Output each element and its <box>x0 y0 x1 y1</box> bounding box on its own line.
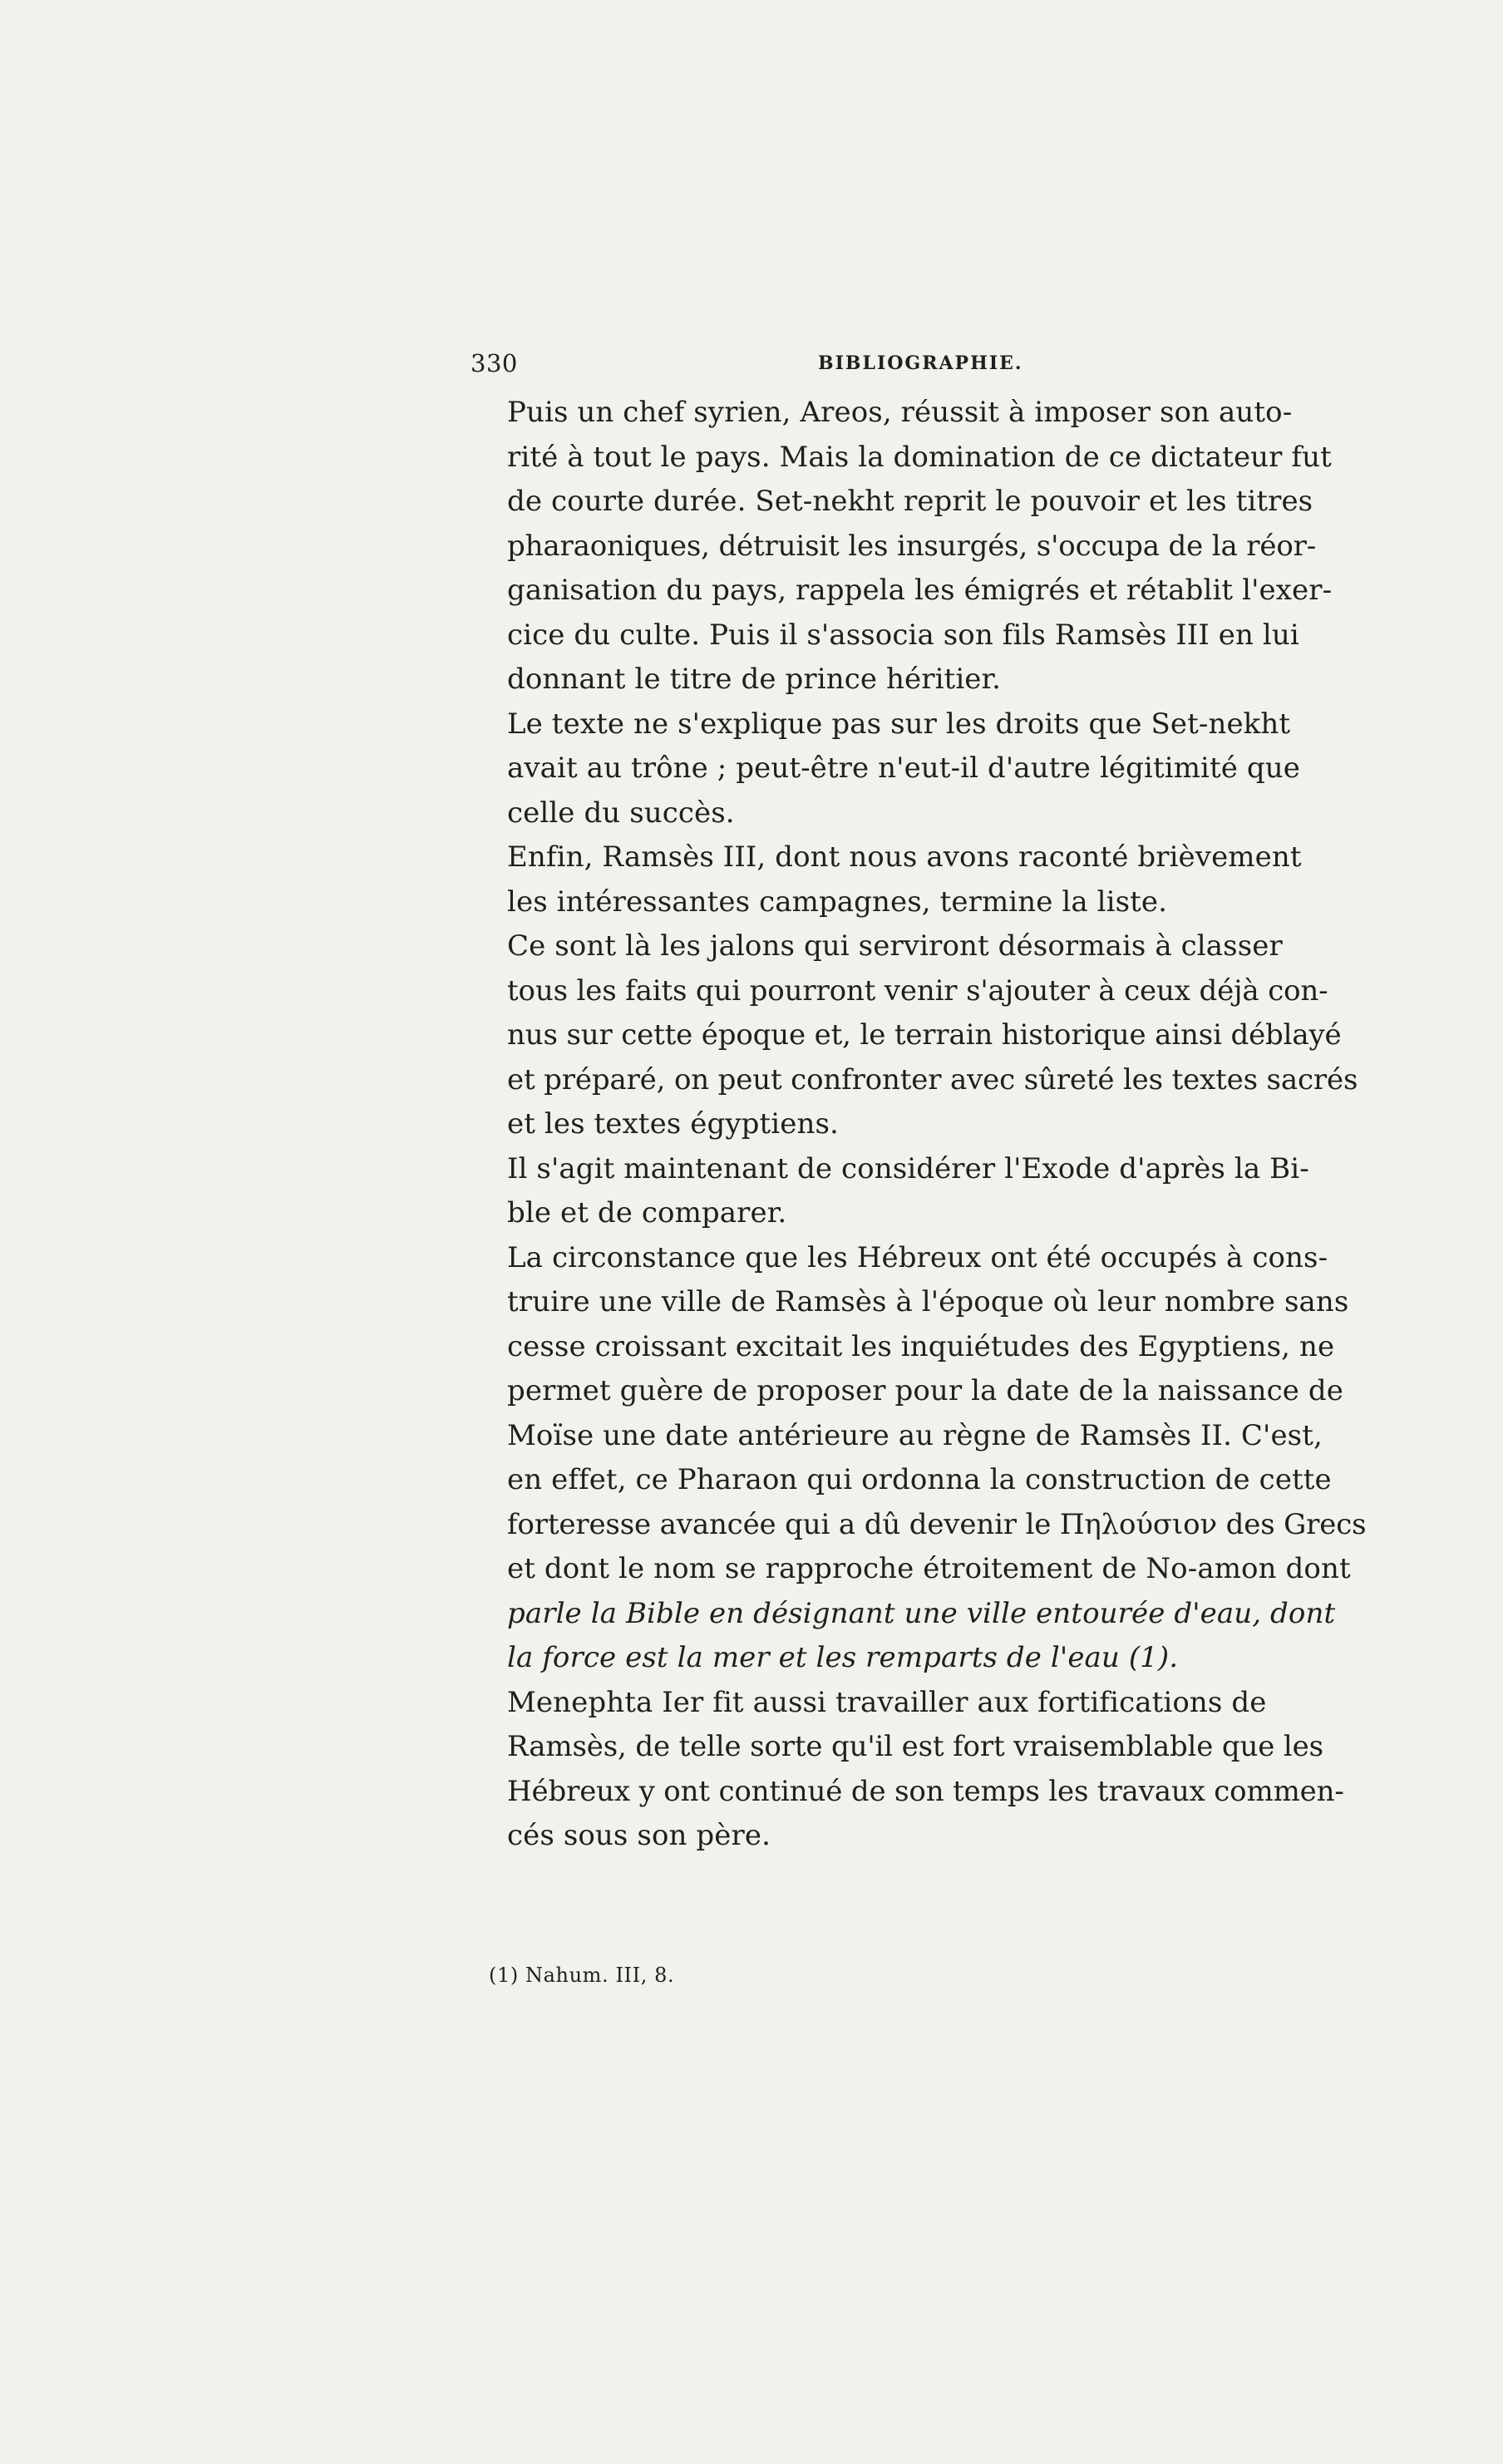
text-line: et dont le nom se rapproche étroitement de No-amon dont <box>507 1552 1351 1585</box>
paragraph-7 <box>467 1681 1355 1859</box>
text-line: rité à tout le pays. Mais la domination de ce dictateur fut <box>507 440 1332 474</box>
text-line: Menephta Ier fit aussi travailler aux fortifications de <box>507 1685 1267 1719</box>
running-title: BIBLIOGRAPHIE. <box>818 352 1023 374</box>
text-line: tous les faits qui pourront venir s'ajouter à ceux déjà con- <box>507 973 1328 1008</box>
text-line: cesse croissant excitait les inquiétudes des Egyptiens, ne <box>507 1329 1335 1363</box>
text-line: ble et de comparer. <box>507 1196 787 1230</box>
paragraph-1 <box>467 391 1355 702</box>
text-line: Le texte ne s'explique pas sur les droits que Set-nekht <box>507 707 1291 741</box>
page-number: 330 <box>471 349 518 377</box>
text-line: de courte durée. Set-nekht reprit le pouvoir et les titres <box>507 485 1313 518</box>
main-text <box>467 391 1367 1859</box>
text-line: Moïse une date antérieure au règne de Ramsès II. C'est, <box>507 1418 1323 1452</box>
text-line: en effet, ce Pharaon qui ordonna la construction de cette <box>507 1463 1332 1496</box>
text-line: Hébreux y ont continué de son temps les travaux commen- <box>507 1774 1344 1808</box>
text-line: ganisation du pays, rappela les émigrés et rétablit l'exer- <box>507 574 1333 607</box>
text-line: et les textes égyptiens. <box>507 1107 839 1141</box>
text-line: Enfin, Ramsès III, dont nous avons raconté brièvement <box>507 840 1302 874</box>
text-line: Il s'agit maintenant de considérer l'Exode d'après la Bi- <box>507 1151 1309 1185</box>
text-line: Ce sont là les jalons qui serviront désormais à classer <box>507 929 1283 963</box>
text-line: La circonstance que les Hébreux ont été occupés à cons- <box>507 1240 1328 1274</box>
text-line: forteresse avancée qui a dû devenir le Πηλούσιον des Grecs <box>507 1507 1367 1541</box>
text-line: celle du succès. <box>507 796 735 830</box>
paragraph-6 <box>467 1236 1367 1681</box>
text-line: les intéressantes campagnes, termine la liste. <box>507 885 1168 919</box>
text-line: cice du culte. Puis il s'associa son fils Ramsès III en lui <box>507 618 1299 652</box>
text-line: truire une ville de Ramsès à l'époque où leur nombre sans <box>507 1285 1349 1318</box>
text-line: donnant le titre de prince héritier. <box>507 663 1002 696</box>
text-line: parle la Bible en désignant une ville entourée d'eau, dont <box>507 1596 1336 1630</box>
paragraph-2 <box>467 702 1355 836</box>
text-line: Ramsès, de telle sorte qu'il est fort vraisemblable que les <box>507 1730 1323 1763</box>
footnote: (1) Nahum. III, 8. <box>489 1964 675 1987</box>
text-line: la force est la mer et les remparts de l'eau (1). <box>507 1641 1179 1674</box>
paragraph-5 <box>467 1147 1355 1236</box>
text-line: cés sous son père. <box>507 1819 771 1852</box>
paragraph-3 <box>467 835 1355 924</box>
page-header <box>471 349 1360 382</box>
text-line: avait au trône ; peut-être n'eut-il d'autre légitimité que <box>507 752 1300 785</box>
text-line: pharaoniques, détruisit les insurgés, s'occupa de la réor- <box>507 529 1317 563</box>
text-line: permet guère de proposer pour la date de la naissance de <box>507 1374 1343 1407</box>
paragraph-4 <box>467 924 1358 1147</box>
text-line: nus sur cette époque et, le terrain historique ainsi déblayé <box>507 1018 1342 1052</box>
text-line: et préparé, on peut confronter avec sûreté les textes sacrés <box>507 1062 1358 1096</box>
text-line: Puis un chef syrien, Areos, réussit à imposer son auto- <box>507 396 1293 429</box>
